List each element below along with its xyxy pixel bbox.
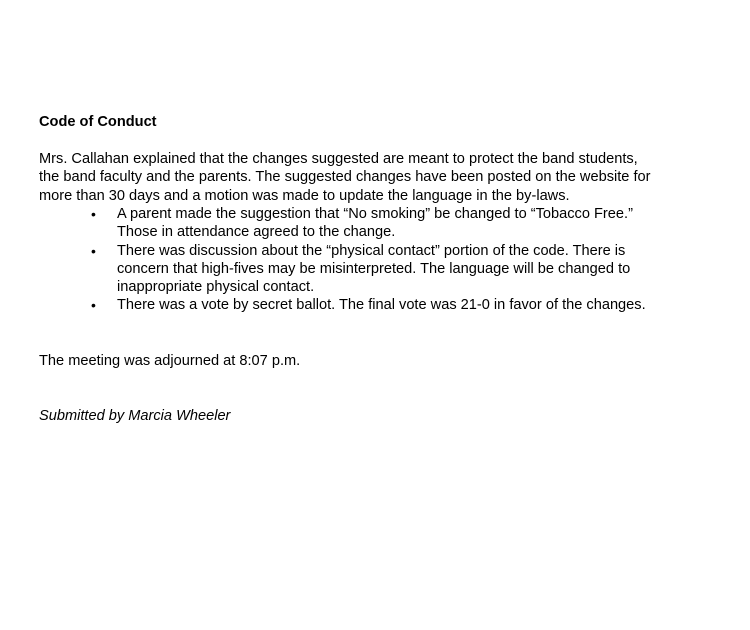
bullet-line: There was a vote by secret ballot. The final vote was 21-0 in favor of the changes. bbox=[117, 297, 646, 314]
bullet-line: Those in attendance agreed to the change. bbox=[117, 224, 396, 241]
section-heading: Code of Conduct bbox=[39, 114, 157, 130]
bullet-line: There was discussion about the “physical contact” portion of the code. There is bbox=[117, 242, 626, 259]
paragraph-line: the band faculty and the parents. The suggested changes have been posted on the website for bbox=[39, 169, 651, 186]
bullet-item-suggestion bbox=[90, 205, 720, 242]
bullet-line: concern that high-fives may be misinterpreted. The language will be changed to bbox=[117, 260, 631, 277]
bullet-list bbox=[90, 205, 720, 315]
adjournment-text: The meeting was adjourned at 8:07 p.m. bbox=[39, 353, 301, 369]
bullet-line: inappropriate physical contact. bbox=[117, 279, 315, 296]
bullet-icon: • bbox=[91, 242, 96, 259]
submitted-by-text: Submitted by Marcia Wheeler bbox=[39, 408, 231, 424]
paragraph-line: more than 30 days and a motion was made to update the language in the by-laws. bbox=[39, 187, 570, 204]
bullet-line: A parent made the suggestion that “No smoking” be changed to “Tobacco Free.” bbox=[117, 206, 633, 222]
bullet-item-vote bbox=[90, 296, 720, 314]
bullet-icon: • bbox=[91, 206, 96, 222]
paragraph-line: Mrs. Callahan explained that the changes suggested are meant to protect the band students, bbox=[39, 151, 638, 167]
bullet-icon: • bbox=[91, 297, 96, 314]
bullet-item-physical-contact bbox=[90, 242, 720, 297]
section-paragraph bbox=[39, 150, 719, 205]
